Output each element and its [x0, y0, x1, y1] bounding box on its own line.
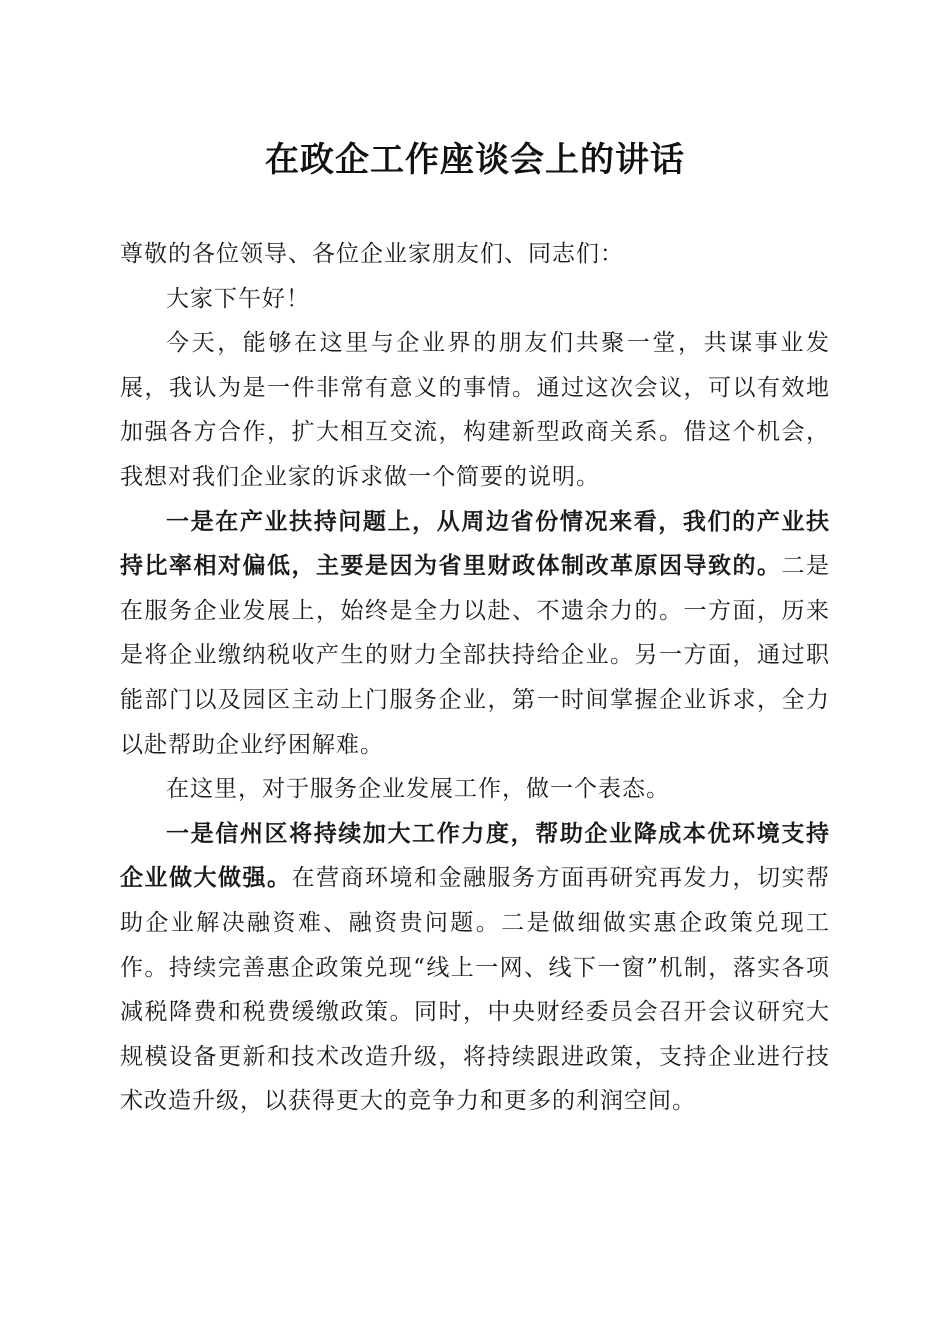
- paragraph-industry-support-rest: 二是在服务企业发展上，始终是全力以赴、不遗余力的。一方面，历来是将企业缴纳税收产生的财力全部扶持给企业。另一方面，通过职能部门以及园区主动上门服务企业，第一时间掌握企业诉求，全力以赴帮助企业纾困解难。: [120, 553, 830, 758]
- paragraph-industry-support-lead: 一是在产业扶持问题上，从周边省份情况来看，我们的产业扶持比率相对偏低，主要是因为省里财政体制改革原因导致的。: [120, 507, 830, 580]
- paragraph-industry-support: [120, 500, 830, 768]
- document-title: 在政企工作座谈会上的讲话: [265, 140, 685, 180]
- paragraph-commitments-lead: 一是信州区将持续加大工作力度，帮助企业降成本优环境支持企业做大做强。: [120, 819, 830, 892]
- paragraph-commitments: [120, 812, 830, 1124]
- paragraph-statement: 在这里，对于服务企业发展工作，做一个表态。: [166, 776, 670, 803]
- document-body: [120, 232, 830, 1124]
- greeting: 大家下午好！: [166, 285, 310, 312]
- paragraph-intro: 今天，能够在这里与企业界的朋友们共聚一堂，共谋事业发展，我认为是一件非常有意义的事情。通过这次会议，可以有效地加强各方合作，扩大相互交流，构建新型政商关系。借这个机会，我想对我们企业家的诉求做一个简要的说明。: [120, 330, 830, 490]
- paragraph-commitments-rest: 在营商环境和金融服务方面再研究再发力，切实帮助企业解决融资难、融资贵问题。二是做细做实惠企政策兑现工作。持续完善惠企政策兑现“线上一网、线下一窗”机制，落实各项减税降费和税费缓缴政策。同时，中央财经委员会召开会议研究大规模设备更新和技术改造升级，将持续跟进政策，支持企业进行技术改造升级，以获得更大的竞争力和更多的利润空间。: [120, 865, 830, 1115]
- salutation: 尊敬的各位领导、各位企业家朋友们、同志们：: [120, 241, 624, 267]
